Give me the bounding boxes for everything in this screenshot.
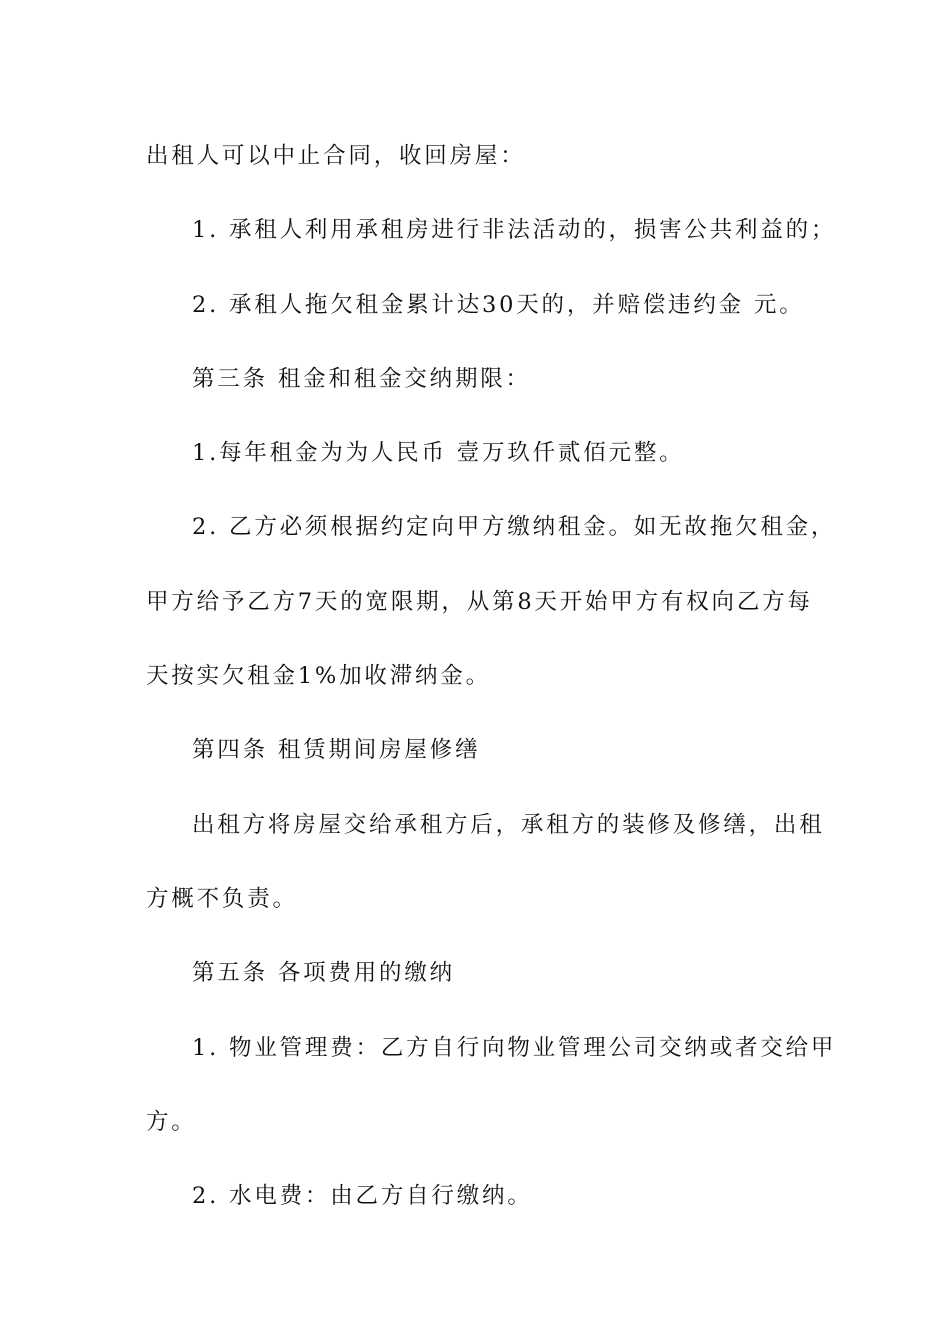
text-line-5: 1.每年租金为为人民币 壹万玖仟贰佰元整。 (192, 440, 685, 467)
section-heading-article-3: 第三条 租金和租金交纳期限： (192, 365, 531, 392)
text-line-2: 1. 承租人利用承租房进行非法活动的，损害公共利益的； (192, 217, 837, 244)
section-heading-article-5: 第五条 各项费用的缴纳 (192, 960, 455, 987)
text-line-3: 2. 承租人拖欠租金累计达30天的，并赔偿违约金 元。 (192, 291, 805, 318)
section-heading-article-4: 第四条 租赁期间房屋修缮 (192, 737, 481, 764)
text-line-15: 2. 水电费：由乙方自行缴纳。 (192, 1183, 533, 1210)
text-line-8: 天按实欠租金1%加收滞纳金。 (146, 663, 491, 690)
document-body (146, 130, 837, 1244)
text-line-6: 2. 乙方必须根据约定向甲方缴纳租金。如无故拖欠租金， (192, 514, 837, 541)
text-line-7: 甲方给予乙方7天的宽限期，从第8天开始甲方有权向乙方每 (146, 588, 813, 615)
text-line-10: 出租方将房屋交给承租方后，承租方的装修及修缮，出租 (192, 811, 825, 838)
text-line-1: 出租人可以中止合同，收回房屋： (146, 143, 526, 169)
text-line-13: 1. 物业管理费：乙方自行向物业管理公司交纳或者交给甲 (192, 1034, 837, 1061)
text-line-14: 方。 (146, 1108, 197, 1135)
text-line-11: 方概不负责。 (146, 885, 298, 912)
